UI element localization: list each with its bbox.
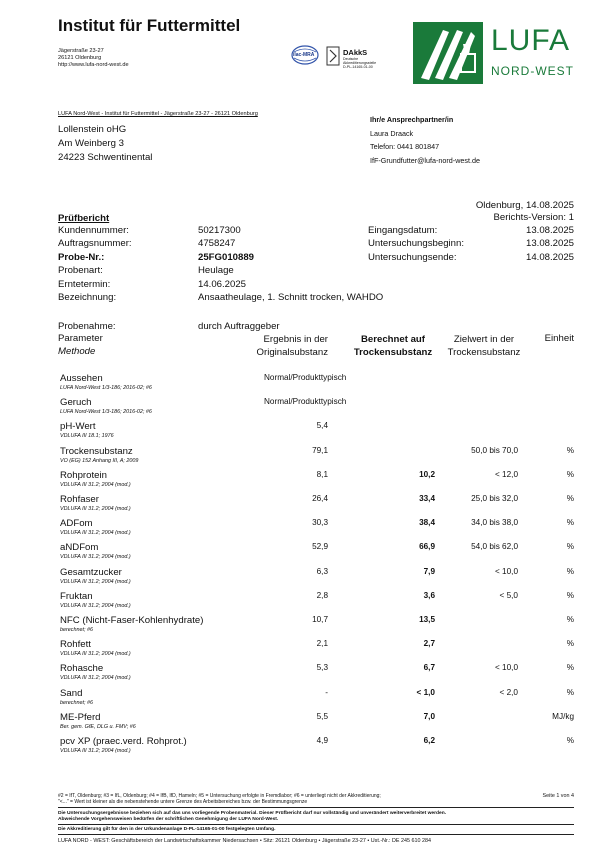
info-value: 50217300 (198, 225, 241, 236)
row-parameter: NFC (Nicht-Faser-Kohlenhydrate) (60, 615, 204, 626)
info-value: 14.08.2025 (525, 251, 574, 263)
row-result-original: 30,3 (312, 518, 328, 528)
sampling-value: durch Auftraggeber (198, 321, 280, 332)
info-label: Auftragsnummer: (58, 238, 132, 250)
contact-block (370, 113, 480, 167)
page-number: Seite 1 von 4 (542, 793, 574, 799)
row-target: < 12,0 (495, 469, 518, 479)
col-method: Methode (58, 346, 96, 357)
legal-line-2: Abweichende Vorgehensweisen bedürfen der schriftlichen Genehmigung der LUFA Nord-West. (58, 817, 279, 822)
info-label: Probe-Nr.: (58, 251, 105, 263)
info-value: Heulage (198, 265, 234, 277)
row-unit: % (566, 615, 574, 624)
row-method: VDLUFA III 31.2; 2004 (mod.) (60, 675, 131, 682)
dakks-sub-2: Akkreditierungsstelle (343, 61, 377, 65)
institute-title: Institut für Futtermittel (58, 16, 241, 35)
row-method: VO (EG) 152 Anhang III, A; 2009 (60, 457, 139, 464)
row-parameter: Sand (60, 687, 83, 699)
sender-line: LUFA Nord-West - Institut für Futtermittel - Jägerstraße 23-27 - 26121 Oldenburg (58, 111, 258, 117)
row-parameter: Geruch (60, 397, 92, 409)
dakks-name: DAkkS (343, 48, 368, 57)
row-unit: % (566, 639, 574, 649)
row-result-original: Normal/Produkttypisch (264, 397, 347, 407)
sampling-label: Probenahme: (58, 321, 116, 332)
info-value: Ansaatheulage, 1. Schnitt trocken, WAHDO (198, 292, 384, 303)
row-unit: % (566, 736, 574, 745)
row-result-ts: 2,7 (423, 639, 435, 649)
row-result-ts: 33,4 (419, 494, 435, 503)
row-result-original: 8,1 (316, 469, 328, 479)
row-parameter: Fruktan (60, 590, 93, 602)
row-unit: % (566, 566, 574, 576)
address-web: http://www.lufa-nord-west.de (58, 62, 129, 68)
dakks-sub-1: Deutsche (343, 57, 359, 61)
row-parameter: ADFom (60, 518, 93, 530)
divider (58, 824, 574, 825)
row-parameter: Aussehen (60, 373, 103, 384)
row-method: VDLUFA III 31.2; 2004 (mod.) (60, 530, 131, 537)
col-target (440, 333, 528, 359)
col-target-line1: Zielwert in der (453, 334, 515, 345)
row-method: Ber. gem. GfE, DLG u. FMV; #6 (60, 723, 136, 730)
row-result-ts: 6,2 (423, 736, 435, 745)
info-label: Probenart: (58, 265, 103, 277)
divider (58, 834, 574, 835)
row-unit: % (566, 518, 574, 528)
row-result-ts: 10,2 (419, 469, 435, 479)
recipient-address (58, 123, 152, 165)
row-parameter: ME-Pferd (60, 711, 101, 723)
info-value: 13.08.2025 (525, 238, 574, 250)
info-label: Untersuchungsende: (368, 251, 457, 263)
row-method: VDLUFA III 31.2; 2004 (mod.) (60, 554, 131, 561)
row-result-original: 2,1 (316, 639, 328, 649)
row-result-ts: 7,9 (423, 566, 435, 576)
dakks-sub (343, 57, 376, 69)
row-unit: % (566, 687, 574, 697)
dakks-logo (326, 44, 396, 70)
row-result-original: 79,1 (312, 445, 328, 455)
row-parameter: Rohprotein (60, 469, 107, 481)
row-result-original: 4,9 (316, 736, 328, 745)
row-result-original: - (325, 687, 328, 697)
place-date: Oldenburg, 14.08.2025 (475, 200, 574, 211)
row-parameter: aNDFom (60, 542, 99, 554)
row-target: < 10,0 (495, 663, 518, 673)
row-result-original: 5,5 (316, 711, 328, 721)
col-param: Parameter (58, 333, 103, 344)
col-result-line2: Originalsubstanz (256, 347, 328, 358)
row-result-original: Normal/Produkttypisch (264, 373, 347, 382)
col-unit: Einheit (544, 333, 574, 344)
row-method: VDLUFA III 31.2; 2004 (mod.) (60, 602, 131, 609)
row-target: 25,0 bis 32,0 (471, 494, 518, 503)
footnote-1: #2 = IfT, Oldenburg; #3 = IfL, Oldenburg; #4 = IfB, IfD, Hameln; #5 = Untersuchung erfolgte in Fremdlabor; #6 = unterliegt nicht der Akkreditierung; (58, 793, 381, 799)
row-result-ts: 6,7 (423, 663, 435, 673)
row-parameter: Trockensubstanz (60, 445, 133, 457)
col-result (257, 333, 328, 359)
contact-phone: Telefon: 0441 801847 (370, 142, 440, 151)
row-method: berechnet; #6 (60, 699, 93, 706)
row-unit: % (566, 663, 574, 673)
legal-line-3: Die Akkreditierung gilt für den in der Urkundenanlage D-PL-14165-01-00 festgelegten Umfang. (58, 827, 276, 832)
row-unit: % (566, 494, 574, 503)
col-result-line1: Ergebnis in der (263, 334, 328, 345)
contact-name: Laura Draack (370, 128, 414, 138)
row-unit: % (566, 590, 574, 600)
row-result-original: 52,9 (312, 542, 328, 552)
col-calc-line2: Trockensubstanz (353, 347, 433, 358)
row-method: berechnet; #6 (60, 627, 93, 633)
row-method: LUFA Nord-West 1/3-186; 2016-02; #6 (60, 385, 152, 391)
info-value: 25FG010889 (198, 251, 255, 263)
info-label: Untersuchungsbeginn: (368, 238, 465, 250)
recipient-city: 24223 Schwentinental (58, 152, 153, 163)
lufa-logo-line1: LUFA (491, 24, 571, 57)
institute-address (58, 48, 129, 69)
row-result-original: 5,3 (316, 663, 328, 673)
info-value: 13.08.2025 (525, 225, 574, 236)
address-street: Jägerstraße 23-27 (58, 48, 104, 54)
col-calc (343, 333, 443, 359)
row-parameter: Rohasche (60, 663, 104, 675)
ilac-mra-logo (290, 44, 320, 66)
row-method: VDLUFA III 31.2; 2004 (mod.) (60, 481, 131, 488)
footnote-2: "<..." = Wert ist kleiner als die nebenstehende untere Grenze des Arbeitsbereiches bzw. der Bestimmungsgrenze (58, 799, 308, 805)
report-heading: Prüfbericht (58, 213, 110, 224)
col-calc-line1: Berechnet auf (361, 334, 425, 345)
row-result-original: 2,8 (316, 590, 328, 600)
dakks-sub-3: D-PL-14165-01-00 (343, 65, 373, 69)
row-result-ts: 66,9 (419, 542, 435, 552)
row-result-ts: 7,0 (423, 711, 435, 721)
row-parameter: Rohfaser (60, 494, 99, 505)
ilac-logo-text: ilac-MRA (293, 52, 315, 58)
row-result-original: 5,4 (316, 421, 328, 431)
address-city: 26121 Oldenburg (58, 55, 102, 61)
row-target: < 2,0 (499, 687, 518, 697)
row-result-original: 10,7 (312, 615, 328, 624)
row-method: LUFA Nord-West 1/3-186; 2016-02; #6 (60, 409, 152, 416)
lufa-logo-line2: NORD-WEST (491, 64, 574, 78)
contact-email: IfF-Grundfutter@lufa-nord-west.de (370, 155, 480, 165)
row-unit: MJ/kg (552, 711, 574, 721)
lufa-logo (413, 22, 578, 84)
row-parameter: Rohfett (60, 639, 91, 651)
row-method: VDLUFA III 31.2; 2004 (mod.) (60, 578, 131, 585)
info-label: Erntetermin: (58, 278, 111, 290)
row-unit: % (566, 542, 574, 552)
legal-line-1: Die Untersuchungsergebnisse beziehen sich auf das uns vorliegende Probenmaterial. Dieser Prüfbericht darf nur vollständig und unverändert weiterverbreitet werden. (58, 811, 447, 816)
row-result-ts: 3,6 (423, 590, 435, 600)
row-target: 54,0 bis 62,0 (471, 542, 518, 552)
row-parameter: pH-Wert (60, 421, 96, 433)
info-value: 14.06.2025 (198, 278, 247, 290)
divider (58, 807, 574, 808)
row-target: 50,0 bis 70,0 (471, 445, 518, 455)
recipient-name: Lollenstein oHG (58, 124, 127, 135)
lufa-logo-emblem-icon (413, 22, 483, 84)
row-parameter: Gesamtzucker (60, 566, 122, 578)
row-method: VDLUFA III 31.2; 2004 (mod.) (60, 651, 131, 658)
row-target: 34,0 bis 38,0 (471, 518, 518, 528)
row-parameter: pcv XP (praec.verd. Rohprot.) (60, 736, 187, 747)
row-method: VDLUFA III 31.2; 2004 (mod.) (60, 748, 131, 754)
row-result-ts: < 1,0 (416, 687, 435, 697)
row-target: < 10,0 (495, 566, 518, 576)
report-version: Berichts-Version: 1 (493, 212, 574, 223)
row-method: VDLUFA III 18.1; 1976 (60, 433, 114, 440)
col-target-line2: Trockensubstanz (447, 347, 521, 358)
row-result-ts: 38,4 (419, 518, 435, 528)
recipient-street: Am Weinberg 3 (58, 138, 124, 149)
row-unit: % (566, 469, 574, 479)
info-label: Eingangsdatum: (368, 225, 438, 236)
info-value: 4758247 (198, 238, 236, 250)
row-unit: % (566, 445, 574, 455)
row-result-original: 26,4 (312, 494, 328, 503)
row-result-original: 6,3 (316, 566, 328, 576)
info-label: Bezeichnung: (58, 292, 117, 303)
contact-heading: Ihr/e Ansprechpartner/in (370, 115, 454, 124)
row-result-ts: 13,5 (419, 615, 435, 624)
row-target: < 5,0 (499, 590, 518, 600)
bottom-line: LUFA NORD - WEST: Geschäftsbereich der Landwirtschaftskammer Niedersachsen • Sitz: 26121 Oldenburg • Jägerstraße 23-27 • Ust.-Nr.: DE 245 610 284 (58, 838, 431, 844)
row-method: VDLUFA III 31.2; 2004 (mod.) (60, 506, 131, 512)
info-label: Kundennummer: (58, 225, 129, 236)
